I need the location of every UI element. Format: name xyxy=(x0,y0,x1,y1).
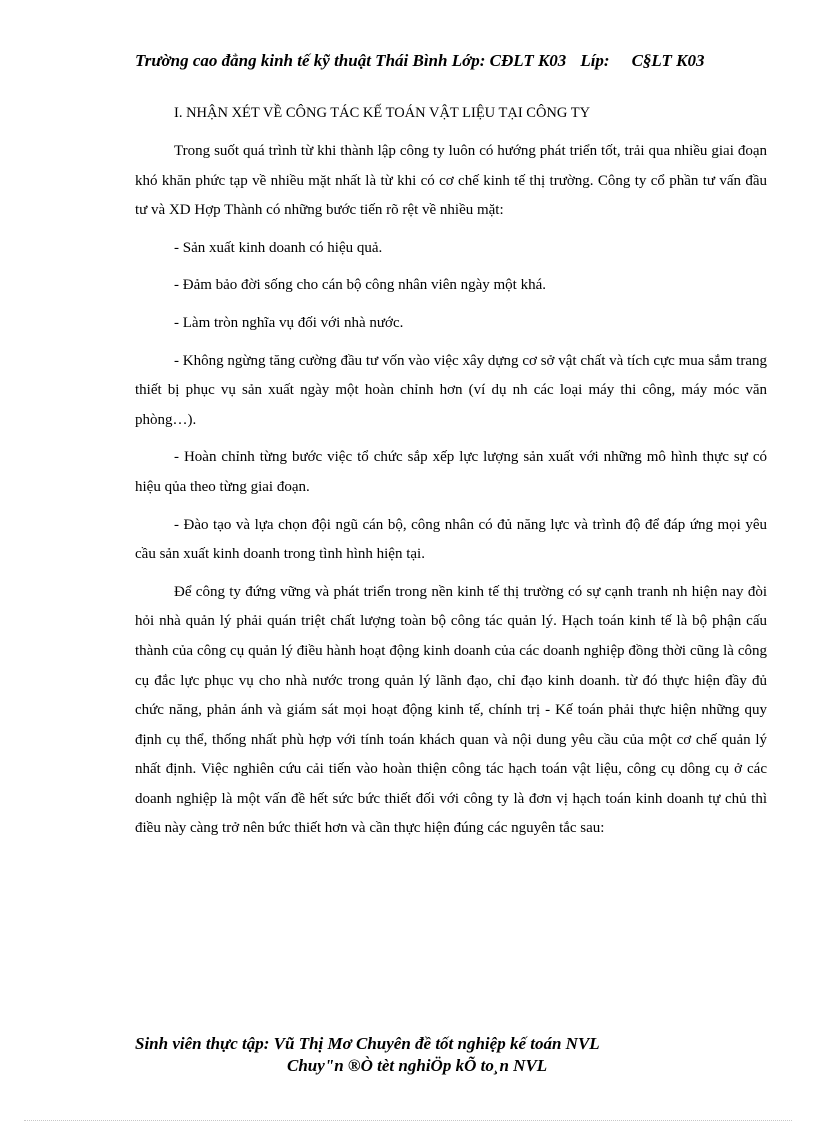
header-school-text: Trường cao đẳng kinh tế kỹ thuật Thái Bình Lớp: CĐLT K03 xyxy=(135,51,567,70)
page-header xyxy=(135,49,745,72)
paragraph-intro: Trong suốt quá trình từ khi thành lập công ty luôn có hướng phát triển tốt, trải qua nhiều giai đoạn khó khăn phức tạp về nhiều mặt nhất là từ khi có cơ chế kinh tế thị trường. Công ty cổ phần tư vấn đầu tư và XD Hợp Thành có những bước tiến rõ rệt về nhiều mặt: xyxy=(135,143,767,219)
footer-line-2: Chuy"n ®Ò tèt nghiÖp kÕ to¸n NVL xyxy=(287,1056,548,1075)
header-class-label: Líp: xyxy=(580,51,610,70)
paragraph-bullet-4: - Không ngừng tăng cường đầu tư vốn vào việc xây dựng cơ sở vật chất và tích cực mua sắm trang thiết bị phục vụ sản xuất ngày một hoàn chỉnh hơn (ví dụ nh các loại máy thi công, máy móc văn phòng…). xyxy=(135,352,767,428)
footer-line-1: Sinh viên thực tập: Vũ Thị Mơ Chuyên đề tốt nghiệp kế toán NVL xyxy=(135,1034,600,1053)
header-class-value: C§LT K03 xyxy=(631,51,705,70)
document-body xyxy=(135,137,767,852)
page-bottom-divider xyxy=(24,1120,792,1121)
paragraph-bullet-3: - Làm tròn nghĩa vụ đối với nhà nước. xyxy=(174,314,404,331)
paragraph-bullet-2: - Đảm bảo đời sống cho cán bộ công nhân viên ngày một khá. xyxy=(174,277,547,294)
page-footer xyxy=(135,1033,755,1077)
paragraph-conclusion: Để công ty đứng vững và phát triển trong nền kinh tế thị trường có sự cạnh tranh nh hiện nay đòi hỏi nhà quản lý phải quán triệt chất lượng toàn bộ công tác quản lý. Hạch toán kinh tế là bộ phận cấu thành của công cụ quản lý điều hành hoạt động kinh doanh của các doanh nghiệp đồng thời cũng là công cụ đắc lực phục vụ cho nhà nước trong quản lý lãnh đạo, chỉ đạo kinh doanh. từ đó thực hiện đầy đủ chức năng, phản ánh và giám sát mọi hoạt động kinh tế, chính trị - Kế toán phải thực hiện những quy định cụ thể, thống nhất phù hợp với tính toán khách quan và nội dung yêu cầu của một cơ chế quản lý nhất định. Việc nghiên cứu cải tiến vào hoàn thiện công tác hạch toán vật liệu, công cụ dông cụ ở các doanh nghiệp là một vấn đề hết sức bức thiết đối với công ty là đơn vị hạch toán kinh doanh tự chủ thì điều này càng trở nên bức thiết hơn và cần thực hiện đúng các nguyên tắc sau: xyxy=(135,583,767,837)
paragraph-bullet-6: - Đào tạo và lựa chọn đội ngũ cán bộ, công nhân có đủ năng lực và trình độ để đáp ứng mọi yêu cầu sản xuất kinh doanh trong tình hình hiện tại. xyxy=(135,516,767,563)
paragraph-bullet-1: - Sản xuất kinh doanh có hiệu quả. xyxy=(174,239,383,256)
section-title: I. NHẬN XÉT VỀ CÔNG TÁC KẾ TOÁN VẬT LIỆU TẠI CÔNG TY xyxy=(174,105,591,121)
paragraph-bullet-5: - Hoàn chỉnh từng bước việc tổ chức sắp xếp lực lượng sản xuất với những mô hình thực sự có hiệu qủa theo từng giai đoạn. xyxy=(135,449,767,495)
